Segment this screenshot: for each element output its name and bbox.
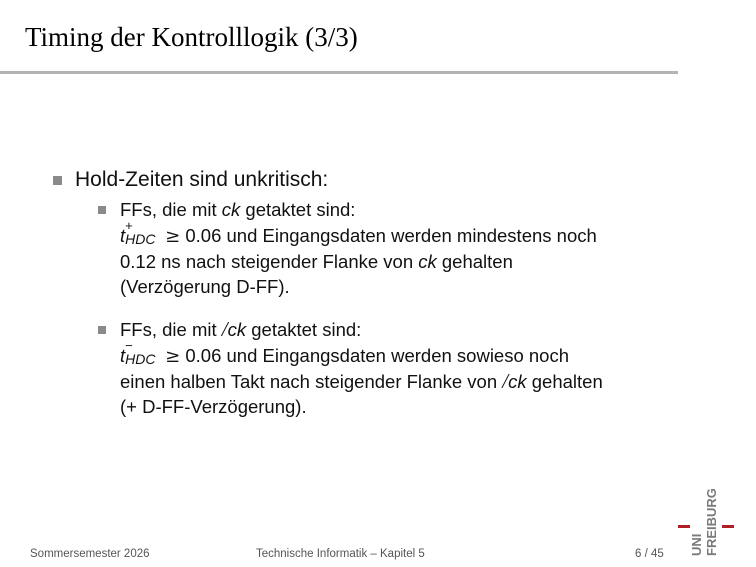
footer-course: Technische Informatik – Kapitel 5 <box>256 548 425 560</box>
main-bullet-text: Hold-Zeiten sind unkritisch: <box>75 168 329 191</box>
university-logo <box>676 482 736 562</box>
page-title: Timing der Kontrolllogik (3/3) <box>25 22 358 52</box>
sub2-line-4: (+ D-FF-Verzögerung). <box>120 396 307 417</box>
sub1-line-4: (Verzögerung D-FF). <box>120 276 290 297</box>
sub-bullet-square <box>98 326 106 334</box>
sub-bullet-square <box>98 206 106 214</box>
logo-accent-left <box>678 525 690 528</box>
sub2-line-3: einen halben Takt nach steigender Flanke von /ck gehalten <box>120 369 603 393</box>
footer-semester: Sommersemester 2026 <box>30 548 150 560</box>
sub2-line-1: FFs, die mit /ck getaktet sind: <box>120 317 362 341</box>
bullet-square <box>53 176 62 185</box>
logo-text-uni: UNI <box>689 533 704 556</box>
sub1-line-3: 0.12 ns nach steigender Flanke von ck gehalten <box>120 251 513 272</box>
sub2-line-2: t − HDC ≥ 0.06 und Eingangsdaten werden sowieso noch <box>120 338 570 367</box>
sub1-line-2: t + HDC ≥ 0.06 und Eingangsdaten werden mindestens noch <box>120 218 597 247</box>
logo-text-freiburg: FREIBURG <box>704 488 719 556</box>
sub-bullet-2 <box>120 317 740 419</box>
footer-page-number: 6 / 45 <box>635 548 664 560</box>
logo-accent-right <box>722 525 734 528</box>
sub-bullet-1 <box>120 197 740 299</box>
sub1-line-1: FFs, die mit ck getaktet sind: <box>120 199 356 220</box>
